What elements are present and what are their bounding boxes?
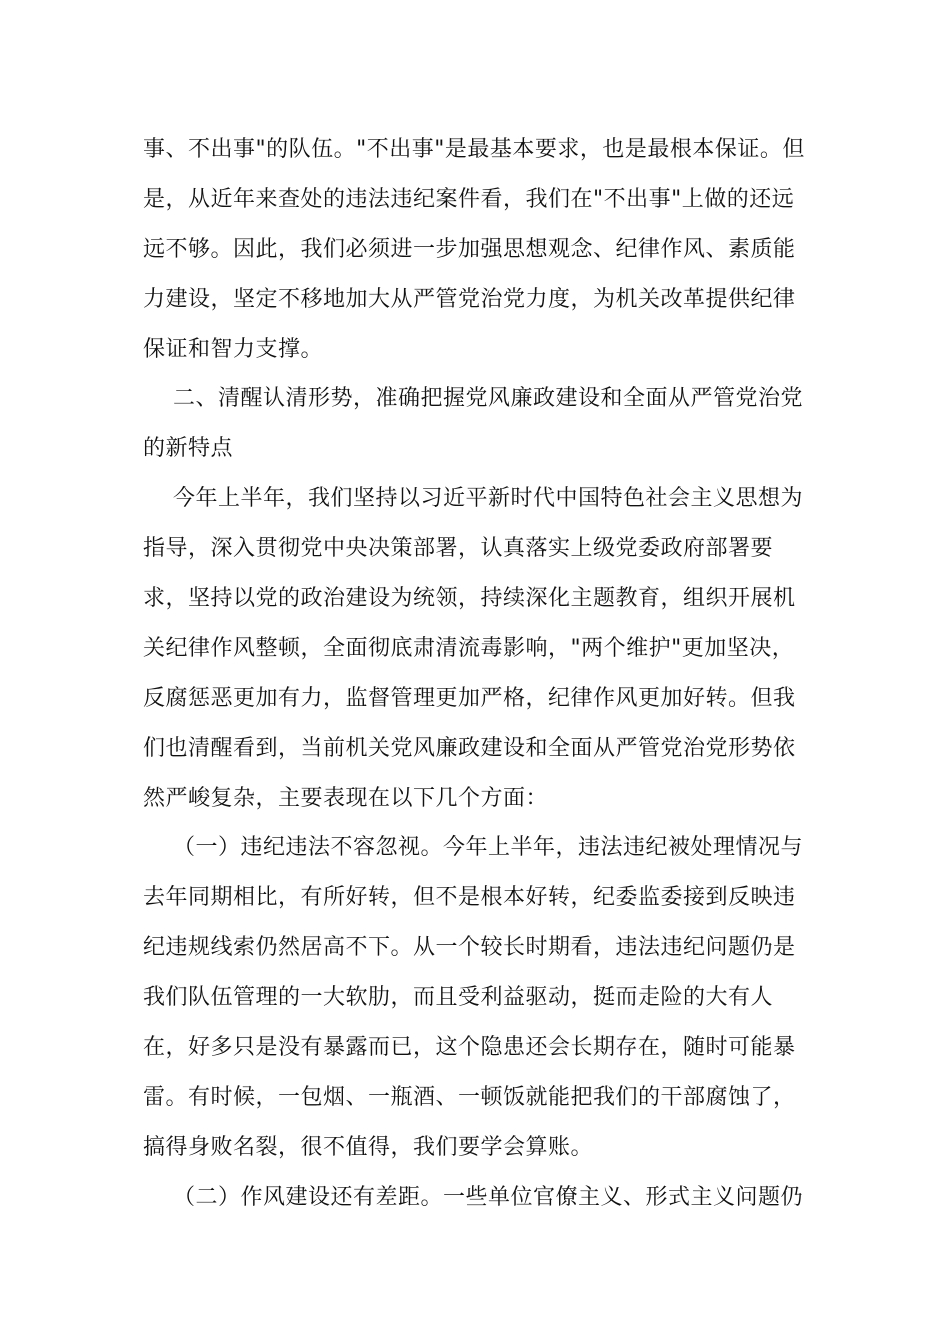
- section-heading-line-2: 的新特点: [143, 436, 234, 461]
- text-line-19: 在，好多只是没有暴露而已，这个隐患还会长期存在，随时可能暴: [143, 1035, 796, 1060]
- text-line-11: 关纪律作风整顿，全面彻底肃清流毒影响，"两个维护"更加坚决，: [143, 636, 795, 661]
- text-line-15: （一）违纪违法不容忽视。今年上半年，违法违纪被处理情况与: [173, 835, 804, 860]
- text-line-20: 雷。有时候，一包烟、一瓶酒、一顿饭就能把我们的干部腐蚀了，: [143, 1085, 796, 1110]
- text-line-18: 我们队伍管理的一大软肋，而且受利益驱动，挺而走险的大有人: [143, 985, 774, 1010]
- text-line-5: 保证和智力支撑。: [143, 337, 324, 362]
- section-heading-line-1: 二、清醒认清形势，准确把握党风廉政建设和全面从严管党治党: [173, 386, 804, 411]
- text-line-12: 反腐惩恶更加有力，监督管理更加严格，纪律作风更加好转。但我: [143, 686, 796, 711]
- text-line-1: 事、不出事"的队伍。"不出事"是最基本要求，也是最根本保证。但: [143, 137, 805, 162]
- text-line-4: 力建设，坚定不移地加大从严管党治党力度，为机关改革提供纪律: [143, 287, 796, 312]
- text-line-13: 们也清醒看到，当前机关党风廉政建设和全面从严管党治党形势依: [143, 736, 796, 761]
- text-line-10: 求，坚持以党的政治建设为统领，持续深化主题教育，组织开展机: [143, 586, 796, 611]
- text-line-3: 远不够。因此，我们必须进一步加强思想观念、纪律作风、素质能: [143, 237, 796, 262]
- text-line-8: 今年上半年，我们坚持以习近平新时代中国特色社会主义思想为: [173, 486, 804, 511]
- text-line-9: 指导，深入贯彻党中央决策部署，认真落实上级党委政府部署要: [143, 536, 774, 561]
- text-line-16: 去年同期相比，有所好转，但不是根本好转，纪委监委接到反映违: [143, 885, 796, 910]
- text-line-22: （二）作风建设还有差距。一些单位官僚主义、形式主义问题仍: [173, 1185, 804, 1210]
- text-line-2: 是，从近年来查处的违法违纪案件看，我们在"不出事"上做的还远: [143, 187, 795, 212]
- text-line-14: 然严峻复杂，主要表现在以下几个方面：: [143, 786, 549, 811]
- text-line-21: 搞得身败名裂，很不值得，我们要学会算账。: [143, 1135, 594, 1160]
- text-line-17: 纪违规线索仍然居高不下。从一个较长时期看，违法违纪问题仍是: [143, 935, 796, 960]
